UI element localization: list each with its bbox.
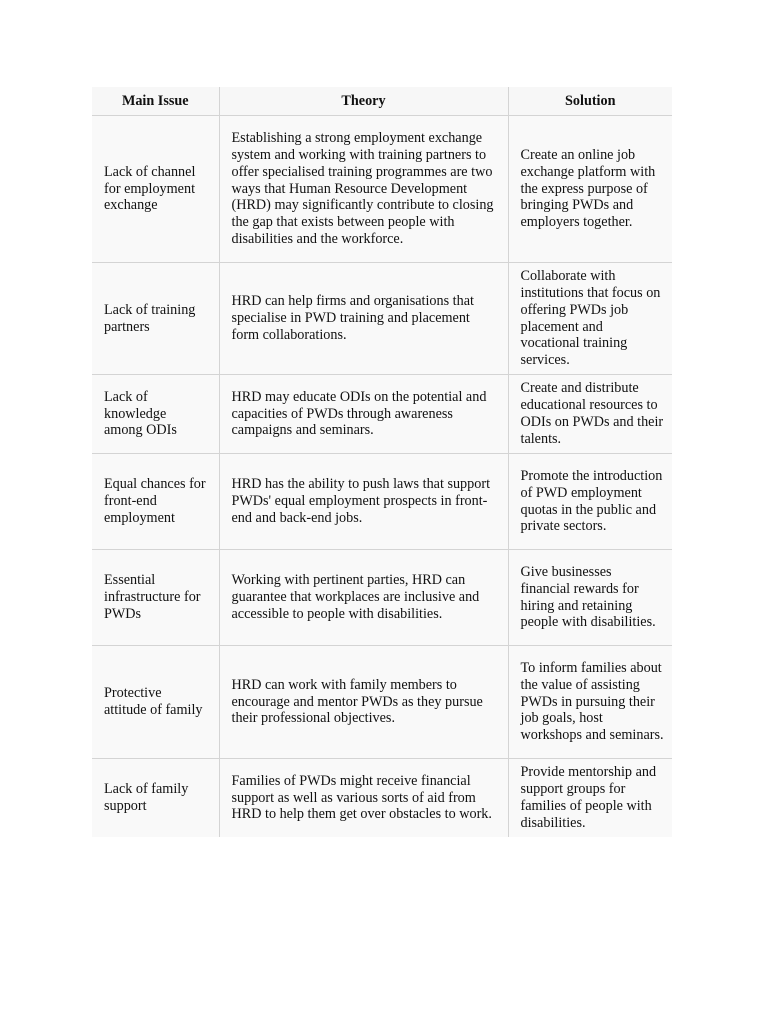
cell-main-issue: Essential infrastructure for PWDs: [92, 550, 219, 646]
cell-solution: Provide mentorship and support groups for families of people with disabilities.: [520, 764, 657, 831]
cell-main-issue: Lack of knowledge among ODIs: [92, 375, 219, 454]
cell-theory: HRD can help firms and organisations that specialise in PWD training and placement form collaborations.: [219, 263, 508, 375]
table-row: [92, 116, 672, 263]
cell-solution: Create an online job exchange platform with the express purpose of bringing PWDs and employers together.: [508, 116, 672, 263]
cell-main-issue: Lack of training partners: [92, 263, 219, 375]
cell-main-issue: Lack of family support: [92, 759, 219, 838]
table-header-row: [92, 87, 672, 116]
table-row: [92, 375, 672, 454]
cell-solution: To inform families about the value of assisting PWDs in pursuing their job goals, host workshops and seminars.: [508, 646, 672, 759]
table-row: [92, 646, 672, 759]
cell-theory: HRD may educate ODIs on the potential and capacities of PWDs through awareness campaigns and seminars.: [219, 375, 508, 454]
cell-theory: Working with pertinent parties, HRD can guarantee that workplaces are inclusive and accessible to people with disabilities.: [219, 550, 508, 646]
cell-solution: Collaborate with institutions that focus on offering PWDs job placement and vocational training services.: [508, 263, 672, 375]
cell-main-issue: Lack of channel for employment exchange: [92, 116, 219, 263]
cell-main-issue: Protective attitude of family: [92, 646, 219, 759]
issues-table: [92, 87, 672, 837]
header-main-issue: Main Issue: [92, 87, 219, 116]
cell-theory: Establishing a strong employment exchange system and working with training partners to offer specialised training programmes are two ways that Human Resource Development (HRD) may significantly contribute to closing the gap that exists between people with disabilities and the workforce.: [219, 116, 508, 263]
cell-solution: Create and distribute educational resources to ODIs on PWDs and their talents.: [508, 375, 672, 454]
table-row: [92, 454, 672, 550]
cell-theory: HRD has the ability to push laws that support PWDs' equal employment prospects in front-end and back-end jobs.: [219, 454, 508, 550]
cell-main-issue: Equal chances for front-end employment: [92, 454, 219, 550]
header-solution: Solution: [508, 87, 672, 116]
header-theory: Theory: [219, 87, 508, 116]
table-row: [92, 759, 672, 838]
cell-solution: Promote the introduction of PWD employment quotas in the public and private sectors.: [508, 454, 672, 550]
cell-solution: Give businesses financial rewards for hiring and retaining people with disabilities.: [508, 550, 672, 646]
table-row: [92, 263, 672, 375]
cell-theory: Families of PWDs might receive financial support as well as various sorts of aid from HRD to help them get over obstacles to work.: [219, 759, 508, 838]
cell-theory: HRD can work with family members to encourage and mentor PWDs as they pursue their professional objectives.: [219, 646, 508, 759]
table-row: [92, 550, 672, 646]
